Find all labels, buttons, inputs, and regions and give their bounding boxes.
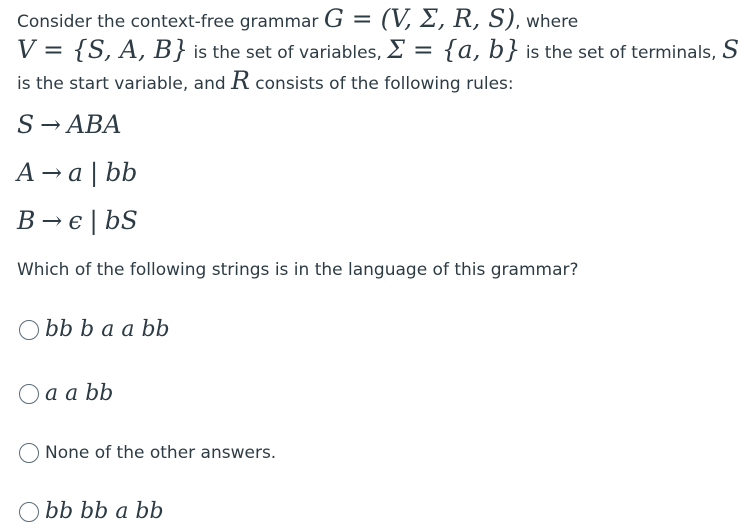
rule-arrow: → xyxy=(40,110,62,139)
rule-separator: | xyxy=(89,158,99,187)
rule-lhs: S xyxy=(17,110,35,139)
start-variable-math: S xyxy=(721,35,740,64)
variables-set-math: V = {S, A, B} xyxy=(17,35,189,64)
answer-label: a a bb xyxy=(45,381,114,406)
rule-lhs: B xyxy=(17,206,36,235)
rule-arrow: → xyxy=(41,158,63,187)
answer-label: bb bb a bb xyxy=(45,499,164,524)
rule-rhs: a xyxy=(68,158,83,187)
rule-rhs: ABA xyxy=(67,110,122,139)
rule-rhs-alt: bb xyxy=(105,158,138,187)
answer-label: bb b a a bb xyxy=(45,317,170,342)
intro-text-2: , where xyxy=(515,12,579,32)
grammar-rule-a xyxy=(17,158,137,188)
radio-button[interactable] xyxy=(19,320,39,340)
intro-text-1: Consider the context-free grammar xyxy=(17,12,324,32)
intro-text-5: is the start variable, and xyxy=(17,74,232,94)
question-intro xyxy=(17,6,745,99)
grammar-definition-math: G = (V, Σ, R, S) xyxy=(323,4,516,33)
rule-lhs: A xyxy=(17,158,36,187)
question-prompt: Which of the following strings is in the language of this grammar? xyxy=(17,260,579,280)
answer-option-4[interactable] xyxy=(19,498,164,526)
rule-rhs: ϵ xyxy=(68,206,83,235)
answer-option-3[interactable] xyxy=(19,441,276,465)
intro-text-3: is the set of variables, xyxy=(188,43,388,63)
radio-button[interactable] xyxy=(19,443,39,463)
question-text xyxy=(17,6,745,99)
intro-text-4: is the set of terminals, xyxy=(520,43,722,63)
grammar-rule-b xyxy=(17,206,138,236)
rule-separator: | xyxy=(89,206,98,235)
radio-button[interactable] xyxy=(19,502,39,522)
terminals-set-math: Σ = {a, b} xyxy=(387,35,521,64)
answer-label: None of the other answers. xyxy=(45,443,277,463)
rules-set-math: R xyxy=(231,66,250,95)
rule-arrow: → xyxy=(41,206,63,235)
answer-option-2[interactable] xyxy=(19,380,113,408)
intro-text-6: consists of the following rules: xyxy=(249,74,514,94)
radio-button[interactable] xyxy=(19,384,39,404)
answer-option-1[interactable] xyxy=(19,316,170,344)
grammar-rule-s xyxy=(17,110,122,140)
rule-rhs-alt: bS xyxy=(104,206,138,235)
